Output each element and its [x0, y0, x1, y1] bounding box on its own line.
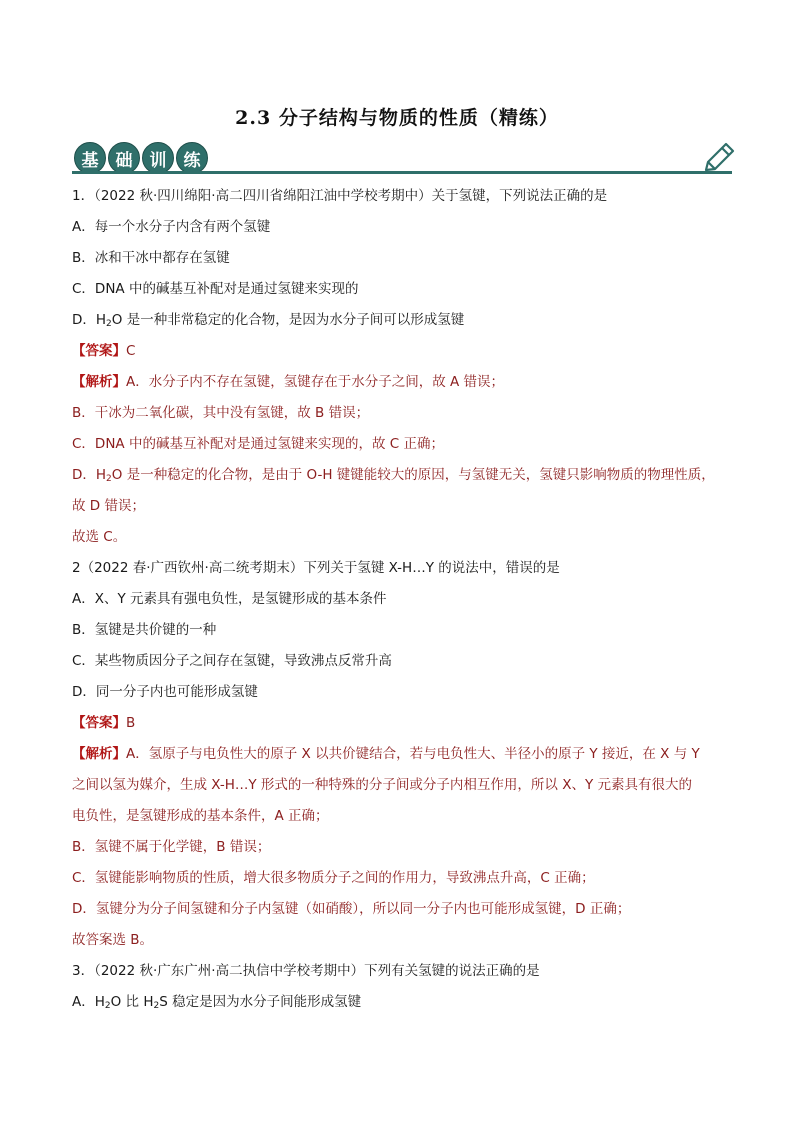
- q2-option-d: D．同一分子内也可能形成氢键: [72, 684, 258, 700]
- banner-char-1: 基: [74, 142, 106, 174]
- q1-option-d: D．$H_2O$ 是一种非常稳定的化合物，是因为水分子间可以形成氢键: [72, 312, 465, 329]
- q1-answer: 【答案】C: [72, 343, 136, 359]
- q1-conclusion: 故选 C。: [72, 529, 127, 545]
- q2-explain-3: 电负性，是氢键形成的基本条件，A 正确；: [72, 808, 329, 824]
- banner-underline: [72, 171, 732, 174]
- q2-explain-2: 之间以氢为媒介，生成 X-H…Y 形式的一种特殊的分子间或分子内相互作用，所以 X、Y 元素具有很大的: [72, 777, 693, 793]
- q2-option-b: B．氢键是共价键的一种: [72, 622, 217, 638]
- q3-stem: 3．（2022 秋·广东广州·高二执信中学校考期中）下列有关氢键的说法正确的是: [72, 963, 540, 979]
- q2-explain-1: 【解析】A．氢原子与电负性大的原子 X 以共价键结合，若与电负性大、半径小的原子 Y 接近，在 X 与 Y: [72, 746, 700, 762]
- q1-option-b: B．冰和干冰中都存在氢键: [72, 250, 230, 266]
- section-banner: [72, 140, 740, 180]
- q1-explain-d2: 故 D 错误；: [72, 498, 145, 514]
- q1-stem: 1．（2022 秋·四川绵阳·高二四川省绵阳江油中学校考期中）关于氢键，下列说法正确的是: [72, 188, 608, 204]
- banner-char-2: 础: [108, 142, 140, 174]
- page-title: 2.3 分子结构与物质的性质（精练）: [235, 107, 559, 129]
- q2-option-a: A．X、Y 元素具有强电负性，是氢键形成的基本条件: [72, 591, 387, 607]
- q1-option-a: A．每一个水分子内含有两个氢键: [72, 219, 271, 235]
- answer-tag: 【答案】: [72, 343, 126, 359]
- q2-explain-6: D．氢键分为分子间氢键和分子内氢键（如硝酸），所以同一分子内也可能形成氢键，D 正确；: [72, 901, 631, 917]
- banner-circles: [74, 142, 208, 174]
- q3-option-a: A．$H_2O$ 比 $H_2S$ 稳定是因为水分子间能形成氢键: [72, 994, 362, 1011]
- q1-explain-a: 【解析】A．水分子内不存在氢键，氢键存在于水分子之间，故 A 错误；: [72, 374, 505, 390]
- q2-option-c: C．某些物质因分子之间存在氢键，导致沸点反常升高: [72, 653, 392, 669]
- q1-explain-c: C．DNA 中的碱基互补配对是通过氢键来实现的，故 C 正确；: [72, 436, 444, 452]
- answer-tag: 【答案】: [72, 715, 126, 731]
- banner-char-4: 练: [176, 142, 208, 174]
- q2-answer: 【答案】B: [72, 715, 136, 731]
- q1-option-c: C．DNA 中的碱基互补配对是通过氢键来实现的: [72, 281, 359, 297]
- explain-tag: 【解析】: [72, 374, 126, 390]
- q2-explain-4: B．氢键不属于化学键，B 错误；: [72, 839, 271, 855]
- q2-explain-5: C．氢键能影响物质的性质，增大很多物质分子之间的作用力，导致沸点升高，C 正确；: [72, 870, 595, 886]
- pencil-icon: [700, 140, 738, 176]
- q2-conclusion: 故答案选 B。: [72, 932, 154, 948]
- q1-explain-d: D．$H_2O$ 是一种稳定的化合物，是由于 O-H 键键能较大的原因，与氢键无关，氢键只影响物质的物理性质，: [72, 467, 715, 484]
- banner-char-3: 训: [142, 142, 174, 174]
- explain-tag: 【解析】: [72, 746, 126, 762]
- content: [72, 181, 732, 1018]
- q2-stem: 2（2022 春·广西钦州·高二统考期末）下列关于氢键 X-H…Y 的说法中，错误的是: [72, 560, 560, 576]
- q1-explain-b: B．干冰为二氧化碳，其中没有氢键，故 B 错误；: [72, 405, 370, 421]
